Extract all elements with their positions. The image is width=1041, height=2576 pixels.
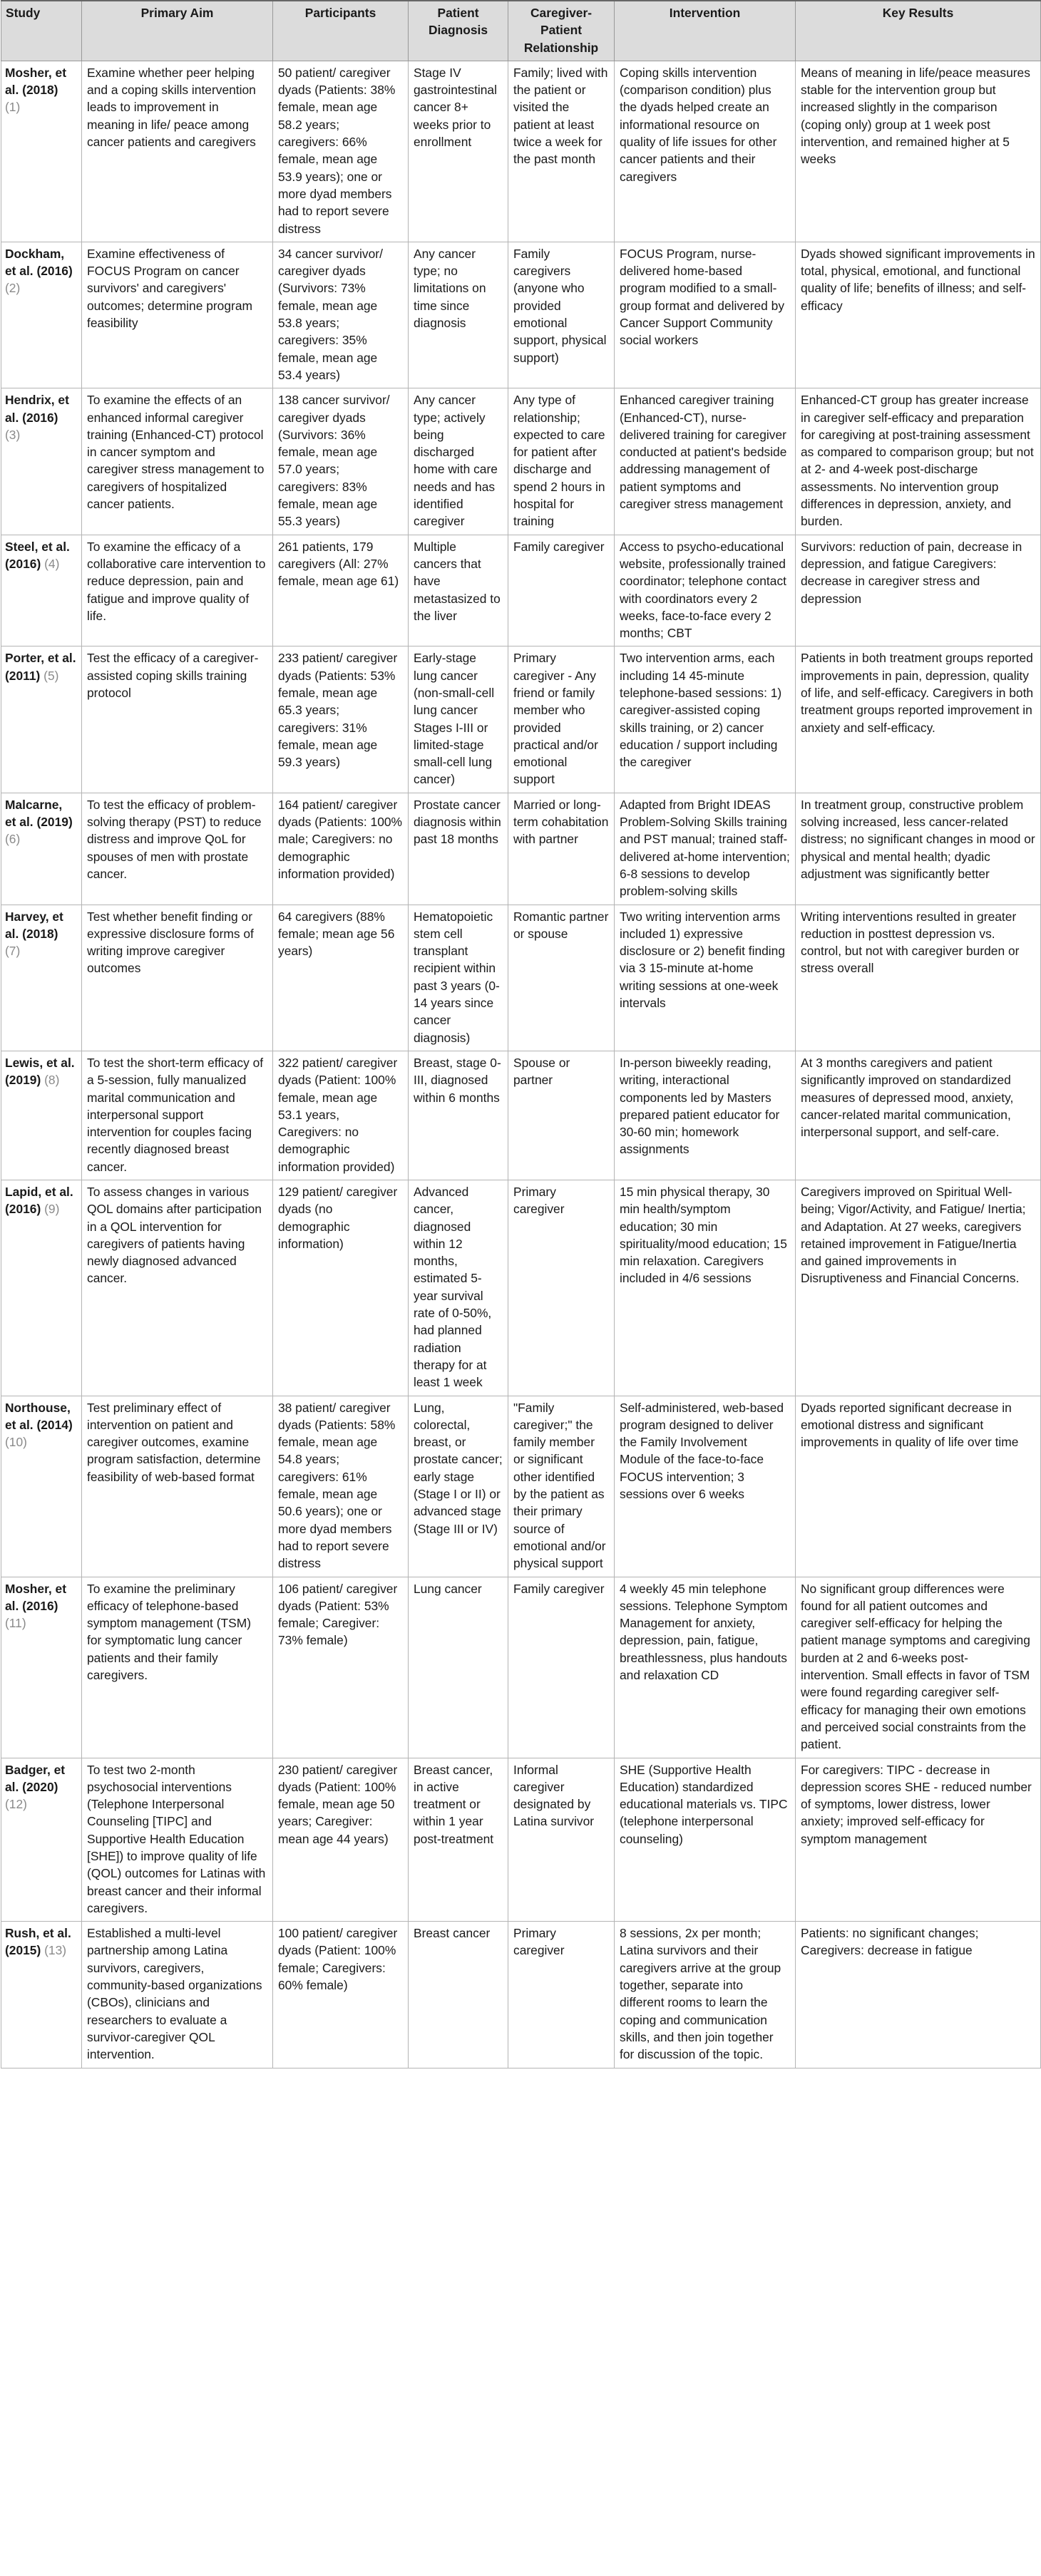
header-key-results: Key Results bbox=[796, 1, 1041, 61]
header-participants: Participants bbox=[273, 1, 409, 61]
cell-participants: 138 cancer survivor/ caregiver dyads (Survivors: 36% female, mean age 57.0 years; caregivers: 83% female, mean age 55.3 years) bbox=[273, 388, 409, 535]
cell-key-results: Enhanced-CT group has greater increase in caregiver self-efficacy and preparation for caregiving at post-training assessment as compared to comparison group; but not at 2- and 4-week post-discharge assessments. No intervention group differences in depression, anxiety, and burden. bbox=[796, 388, 1041, 535]
cell-primary-aim: Test the efficacy of a caregiver-assisted coping skills training protocol bbox=[82, 646, 273, 793]
header-study: Study bbox=[1, 1, 82, 61]
table-row bbox=[1, 1922, 1041, 2068]
cell-study bbox=[1, 1922, 82, 2068]
cell-patient-diagnosis: Early-stage lung cancer (non-small-cell lung cancer Stages I-III or limited-stage small-cell lung cancer) bbox=[409, 646, 508, 793]
cell-patient-diagnosis: Lung cancer bbox=[409, 1577, 508, 1758]
cell-participants: 38 patient/ caregiver dyads (Patients: 58% female, mean age 54.8 years; caregivers: 61% female, mean age 50.6 years); one or more dyad members had to report severe distress bbox=[273, 1396, 409, 1577]
table-row bbox=[1, 1051, 1041, 1180]
cell-participants: 261 patients, 179 caregivers (All: 27% female, mean age 61) bbox=[273, 535, 409, 646]
cell-key-results: Caregivers improved on Spiritual Well-being; Vigor/Activity, and Fatigue/ Inertia; and Adaptation. At 27 weeks, caregivers retained improvement in Fatigue/Inertia and gained improvements in Disruptiveness and Financial Concerns. bbox=[796, 1180, 1041, 1396]
cell-patient-diagnosis: Lung, colorectal, breast, or prostate cancer; early stage (Stage I or II) or advanced stage (Stage III or IV) bbox=[409, 1396, 508, 1577]
cell-intervention: 4 weekly 45 min telephone sessions. Telephone Symptom Management for anxiety, depression, pain, fatigue, breathlessness, plus handouts and relaxation CD bbox=[615, 1577, 796, 1758]
cell-relationship: Married or long-term cohabitation with partner bbox=[508, 793, 615, 905]
cell-patient-diagnosis: Prostate cancer diagnosis within past 18 months bbox=[409, 793, 508, 905]
cell-study bbox=[1, 793, 82, 905]
cell-key-results: At 3 months caregivers and patient significantly improved on standardized measures of depressed mood, anxiety, cancer-related marital communication, interpersonal support, and self-care. bbox=[796, 1051, 1041, 1180]
cell-participants: 50 patient/ caregiver dyads (Patients: 38% female, mean age 58.2 years; caregivers: 66% female, mean age 53.9 years); one or more dyad members had to report severe distress bbox=[273, 61, 409, 242]
cell-study bbox=[1, 1180, 82, 1396]
cell-study bbox=[1, 61, 82, 242]
cell-intervention: Two writing intervention arms included 1) expressive disclosure or 2) benefit finding via 3 15-minute at-home writing sessions at one-week intervals bbox=[615, 905, 796, 1051]
cell-participants: 34 cancer survivor/ caregiver dyads (Survivors: 73% female, mean age 53.8 years; caregivers: 35% female, mean age 53.4 years) bbox=[273, 242, 409, 388]
study-name: Dockham, et al. (2016) bbox=[5, 246, 73, 279]
table-row bbox=[1, 646, 1041, 793]
cell-intervention: Two intervention arms, each including 14 45-minute telephone-based sessions: 1) caregiver-assisted coping skills training, or 2) cancer education / support including the caregiver bbox=[615, 646, 796, 793]
study-reference-link[interactable]: (13) bbox=[44, 1943, 67, 1958]
header-relationship: Caregiver-Patient Relationship bbox=[508, 1, 615, 61]
cell-participants: 64 caregivers (88% female; mean age 56 years) bbox=[273, 905, 409, 1051]
study-name: Harvey, et al. (2018) bbox=[5, 909, 63, 941]
study-reference-link[interactable]: (10) bbox=[5, 1435, 27, 1450]
cell-patient-diagnosis: Any cancer type; no limitations on time since diagnosis bbox=[409, 242, 508, 388]
cell-study bbox=[1, 646, 82, 793]
cell-intervention: Enhanced caregiver training (Enhanced-CT), nurse-delivered training for caregiver conducted at patient's bedside addressing management of patient symptoms and caregiver stress management bbox=[615, 388, 796, 535]
cell-key-results: Dyads reported significant decrease in emotional distress and significant improvements in quality of life over time bbox=[796, 1396, 1041, 1577]
cell-relationship: Family; lived with the patient or visited the patient at least twice a week for the past month bbox=[508, 61, 615, 242]
study-name: Mosher, et al. (2016) bbox=[5, 1581, 67, 1613]
cell-primary-aim: To examine the preliminary efficacy of telephone-based symptom management (TSM) for symptomatic lung cancer patients and their family caregivers. bbox=[82, 1577, 273, 1758]
study-name: Porter, et al. (2011) bbox=[5, 651, 76, 683]
cell-primary-aim: Test whether benefit finding or expressive disclosure forms of writing improve caregiver outcomes bbox=[82, 905, 273, 1051]
cell-key-results: In treatment group, constructive problem solving increased, less cancer-related distress; no significant changes in mood or physical and mental health; dyadic adjustment was significantly better bbox=[796, 793, 1041, 905]
cell-primary-aim: Test preliminary effect of intervention on patient and caregiver outcomes, examine program satisfaction, determine feasibility of web-based format bbox=[82, 1396, 273, 1577]
study-name: Hendrix, et al. (2016) bbox=[5, 393, 69, 425]
cell-primary-aim: To test the efficacy of problem-solving therapy (PST) to reduce distress and improve QoL for spouses of men with prostate cancer. bbox=[82, 793, 273, 905]
cell-patient-diagnosis: Breast cancer, in active treatment or within 1 year post-treatment bbox=[409, 1758, 508, 1922]
cell-patient-diagnosis: Breast cancer bbox=[409, 1922, 508, 2068]
cell-primary-aim: To test the short-term efficacy of a 5-session, fully manualized marital communication and interpersonal support intervention for couples facing recently diagnosed breast cancer. bbox=[82, 1051, 273, 1180]
cell-primary-aim: To examine the effects of an enhanced informal caregiver training (Enhanced-CT) protocol in cancer symptom and caregiver stress management to caregivers of hospitalized cancer patients. bbox=[82, 388, 273, 535]
table-row bbox=[1, 61, 1041, 242]
cell-key-results: Means of meaning in life/peace measures stable for the intervention group but increased slightly in the comparison (coping only) group at 1 week post intervention, and remained higher at 5 weeks bbox=[796, 61, 1041, 242]
cell-key-results: Survivors: reduction of pain, decrease in depression, and fatigue Caregivers: decrease in caregiver stress and depression bbox=[796, 535, 1041, 646]
cell-intervention: SHE (Supportive Health Education) standardized educational materials vs. TIPC (telephone interpersonal counseling) bbox=[615, 1758, 796, 1922]
cell-key-results: Patients in both treatment groups reported improvements in pain, depression, quality of life, and self-efficacy. Caregivers in both treatment groups reported improvement in anxiety and self-efficacy. bbox=[796, 646, 1041, 793]
study-name: Lapid, et al. (2016) bbox=[5, 1185, 73, 1217]
study-name: Lewis, et al. (2019) bbox=[5, 1055, 75, 1088]
cell-relationship: Any type of relationship; expected to care for patient after discharge and spend 2 hours in hospital for training bbox=[508, 388, 615, 535]
cell-key-results: Writing interventions resulted in greater reduction in posttest depression vs. control, but not with caregiver burden or stress overall bbox=[796, 905, 1041, 1051]
cell-patient-diagnosis: Hematopoietic stem cell transplant recipient within past 3 years (0-14 years since cancer diagnosis) bbox=[409, 905, 508, 1051]
cell-study bbox=[1, 1758, 82, 1922]
cell-key-results: No significant group differences were found for all patient outcomes and caregiver self-efficacy for helping the patient manage symptoms and caregiving burden at 2 and 6-weeks post-intervention. Small effects in favor of TSM were found regarding caregiver self-efficacy for managing their own emotions and perceived social constraints from the patient. bbox=[796, 1577, 1041, 1758]
cell-primary-aim: To assess changes in various QOL domains after participation in a QOL intervention for caregivers of patients having newly diagnosed advanced cancer. bbox=[82, 1180, 273, 1396]
table-row bbox=[1, 1396, 1041, 1577]
table-row bbox=[1, 1180, 1041, 1396]
study-reference-link[interactable]: (11) bbox=[5, 1616, 26, 1631]
study-reference-link[interactable]: (9) bbox=[44, 1202, 60, 1217]
table-row bbox=[1, 1577, 1041, 1758]
table-row bbox=[1, 388, 1041, 535]
cell-intervention: Access to psycho-educational website, professionally trained coordinator; telephone contact with coordinators every 2 weeks, face-to-face every 2 months; CBT bbox=[615, 535, 796, 646]
cell-relationship: Family caregiver bbox=[508, 1577, 615, 1758]
study-reference-link[interactable]: (5) bbox=[43, 668, 59, 683]
cell-relationship: Primary caregiver bbox=[508, 1922, 615, 2068]
cell-key-results: Patients: no significant changes; Caregivers: decrease in fatigue bbox=[796, 1922, 1041, 2068]
study-name: Steel, et al. (2016) bbox=[5, 539, 70, 571]
cell-relationship: Primary caregiver - Any friend or family member who provided practical and/or emotional support bbox=[508, 646, 615, 793]
table-row bbox=[1, 793, 1041, 905]
cell-patient-diagnosis: Any cancer type; actively being discharged home with care needs and has identified caregiver bbox=[409, 388, 508, 535]
cell-relationship: Primary caregiver bbox=[508, 1180, 615, 1396]
study-reference-link[interactable]: (4) bbox=[44, 556, 60, 571]
study-name: Northouse, et al. (2014) bbox=[5, 1400, 73, 1432]
cell-patient-diagnosis: Advanced cancer, diagnosed within 12 months, estimated 5-year survival rate of 0-50%, had planned radiation therapy for at least 1 week bbox=[409, 1180, 508, 1396]
table-header bbox=[1, 1, 1041, 61]
cell-primary-aim: To examine the efficacy of a collaborative care intervention to reduce depression, pain and fatigue and improve quality of life. bbox=[82, 535, 273, 646]
cell-participants: 230 patient/ caregiver dyads (Patient: 100% female, mean age 50 years; Caregiver: mean age 44 years) bbox=[273, 1758, 409, 1922]
cell-participants: 233 patient/ caregiver dyads (Patients: 53% female, mean age 65.3 years; caregivers: 31% female, mean age 59.3 years) bbox=[273, 646, 409, 793]
cell-intervention: In-person biweekly reading, writing, interactional components led by Masters prepared patient educator for 30-60 min; homework assignments bbox=[615, 1051, 796, 1180]
cell-study bbox=[1, 905, 82, 1051]
cell-primary-aim: To test two 2-month psychosocial interventions (Telephone Interpersonal Counseling [TIPC] and Supportive Health Education [SHE]) to improve quality of life (QOL) outcomes for Latinas with breast cancer and their informal caregivers. bbox=[82, 1758, 273, 1922]
study-name: Mosher, et al. (2018) bbox=[5, 65, 67, 98]
cell-intervention: 15 min physical therapy, 30 min health/symptom education; 30 min spirituality/mood education; 15 min relaxation. Caregivers included in 4/6 sessions bbox=[615, 1180, 796, 1396]
cell-primary-aim: Examine whether peer helping and a coping skills intervention leads to improvement in meaning in life/ peace among cancer patients and caregivers bbox=[82, 61, 273, 242]
cell-relationship: Family caregiver bbox=[508, 535, 615, 646]
cell-study bbox=[1, 535, 82, 646]
header-patient-diagnosis: Patient Diagnosis bbox=[409, 1, 508, 61]
cell-primary-aim: Established a multi-level partnership among Latina survivors, caregivers, community-based organizations (CBOs), clinicians and researchers to evaluate a survivor-caregiver QOL intervention. bbox=[82, 1922, 273, 2068]
study-reference-link[interactable]: (8) bbox=[44, 1073, 60, 1088]
table-row bbox=[1, 535, 1041, 646]
header-primary-aim: Primary Aim bbox=[82, 1, 273, 61]
header-row bbox=[1, 1, 1041, 61]
cell-patient-diagnosis: Breast, stage 0-III, diagnosed within 6 months bbox=[409, 1051, 508, 1180]
cell-intervention: Self-administered, web-based program designed to deliver the Family Involvement Module of the face-to-face FOCUS intervention; 3 sessions over 6 weeks bbox=[615, 1396, 796, 1577]
study-name: Malcarne, et al. (2019) bbox=[5, 797, 73, 830]
table-body bbox=[1, 61, 1041, 2068]
table-row bbox=[1, 1758, 1041, 1922]
cell-patient-diagnosis: Stage IV gastrointestinal cancer 8+ weeks prior to enrollment bbox=[409, 61, 508, 242]
study-name: Rush, et al. (2015) bbox=[5, 1926, 71, 1958]
cell-study bbox=[1, 242, 82, 388]
cell-intervention: FOCUS Program, nurse-delivered home-based program modified to a small-group format and delivered by Cancer Support Community social workers bbox=[615, 242, 796, 388]
cell-intervention: Coping skills intervention (comparison condition) plus the dyads helped create an informational resource on quality of life issues for other cancer patients and their caregivers bbox=[615, 61, 796, 242]
cell-primary-aim: Examine effectiveness of FOCUS Program on cancer survivors' and caregivers' outcomes; determine program feasibility bbox=[82, 242, 273, 388]
cell-participants: 106 patient/ caregiver dyads (Patient: 53% female; Caregiver: 73% female) bbox=[273, 1577, 409, 1758]
header-intervention: Intervention bbox=[615, 1, 796, 61]
cell-study bbox=[1, 388, 82, 535]
cell-relationship: Family caregivers (anyone who provided emotional support, physical support) bbox=[508, 242, 615, 388]
cell-study bbox=[1, 1577, 82, 1758]
cell-intervention: Adapted from Bright IDEAS Problem-Solving Skills training and PST manual; trained staff-delivered at-home intervention; 6-8 sessions to develop problem-solving skills bbox=[615, 793, 796, 905]
cell-study bbox=[1, 1396, 82, 1577]
cell-key-results: Dyads showed significant improvements in total, physical, emotional, and functional quality of life; benefits of illness; and self-efficacy bbox=[796, 242, 1041, 388]
cell-participants: 164 patient/ caregiver dyads (Patients: 100% male; Caregivers: no demographic information provided) bbox=[273, 793, 409, 905]
cell-relationship: Spouse or partner bbox=[508, 1051, 615, 1180]
cell-key-results: For caregivers: TIPC - decrease in depression scores SHE - reduced number of symptoms, lower distress, lower anxiety; improved self-efficacy for symptom management bbox=[796, 1758, 1041, 1922]
study-reference-link[interactable]: (7) bbox=[5, 944, 21, 959]
study-reference-link[interactable]: (6) bbox=[5, 832, 21, 847]
cell-relationship: Informal caregiver designated by Latina survivor bbox=[508, 1758, 615, 1922]
study-reference-link[interactable]: (12) bbox=[5, 1797, 27, 1812]
cell-participants: 322 patient/ caregiver dyads (Patient: 100% female, mean age 53.1 years, Caregivers: no demographic information provided) bbox=[273, 1051, 409, 1180]
cell-relationship: "Family caregiver;" the family member or significant other identified by the patient as their primary source of emotional and/or physical support bbox=[508, 1396, 615, 1577]
study-reference-link[interactable]: (1) bbox=[5, 100, 21, 115]
cell-study bbox=[1, 1051, 82, 1180]
studies-table bbox=[1, 0, 1041, 2068]
cell-intervention: 8 sessions, 2x per month; Latina survivors and their caregivers arrive at the group together, separate into different rooms to learn the coping and communication skills, and then join together for discussion of the topic. bbox=[615, 1922, 796, 2068]
study-reference-link[interactable]: (2) bbox=[5, 281, 21, 296]
cell-participants: 100 patient/ caregiver dyads (Patient: 100% female; Caregivers: 60% female) bbox=[273, 1922, 409, 2068]
cell-participants: 129 patient/ caregiver dyads (no demographic information) bbox=[273, 1180, 409, 1396]
cell-relationship: Romantic partner or spouse bbox=[508, 905, 615, 1051]
study-name: Badger, et al. (2020) bbox=[5, 1762, 66, 1794]
study-reference-link[interactable]: (3) bbox=[5, 427, 21, 442]
table-row bbox=[1, 242, 1041, 388]
table-row bbox=[1, 905, 1041, 1051]
cell-patient-diagnosis: Multiple cancers that have metastasized to the liver bbox=[409, 535, 508, 646]
